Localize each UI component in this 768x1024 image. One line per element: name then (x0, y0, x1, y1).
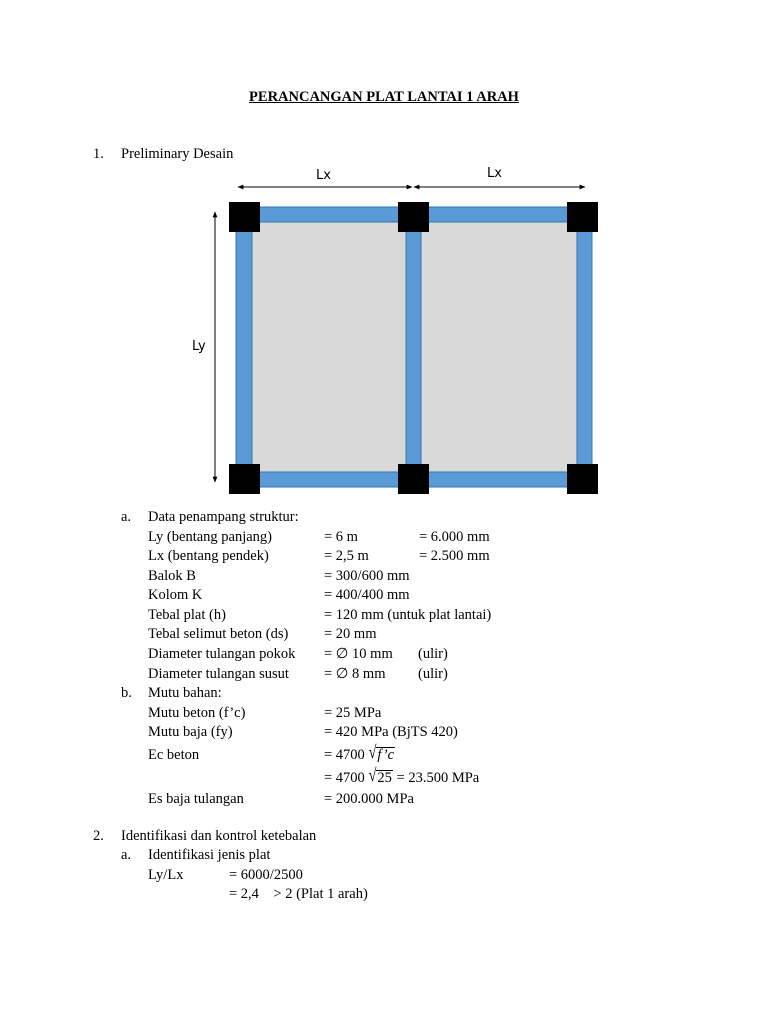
es-value: = 200.000 MPa (324, 791, 414, 807)
row-extra: = 2.500 mm (419, 548, 490, 564)
lx-label-right: Lx (487, 166, 502, 181)
row-value: = ∅ 10 mm (324, 646, 393, 662)
beam-middle (406, 215, 421, 480)
beam-right (577, 215, 592, 480)
row-value: = 6 m (324, 529, 358, 545)
row-extra: (ulir) (418, 666, 448, 682)
row-label: Tebal selimut beton (ds) (148, 626, 289, 642)
row-label: Diameter tulangan susut (148, 666, 289, 682)
ratio-label: Ly/Lx (148, 867, 184, 883)
column-top-middle (398, 202, 429, 232)
row-value: = 420 MPa (BjTS 420) (324, 724, 458, 740)
ratio-line-1: = 6000/2500 (229, 867, 303, 883)
row-label: Diameter tulangan pokok (148, 646, 296, 662)
ratio-line-2: = 2,4 > 2 (Plat 1 arah) (229, 886, 368, 902)
column-top-left (229, 202, 260, 232)
ec-radicand: f’c (377, 747, 395, 763)
ec-formula-line-2 (324, 766, 480, 787)
column-bottom-left (229, 464, 260, 494)
slab-panel-left (252, 222, 407, 472)
row-label: Lx (bentang pendek) (148, 548, 269, 564)
slab-panel-right (421, 222, 577, 472)
section-1-heading: Preliminary Desain (121, 146, 234, 162)
section-1-number: 1. (93, 146, 104, 162)
ec-result: = 23.500 MPa (392, 770, 480, 786)
sqrt-symbol: √25 (368, 766, 392, 787)
row-value: = 20 mm (324, 626, 377, 642)
ec-prefix: = 4700 (324, 770, 369, 786)
row-extra: (ulir) (418, 646, 448, 662)
row-value: = 300/600 mm (324, 568, 410, 584)
sqrt-symbol: √f’c (368, 743, 395, 764)
column-bottom-middle (398, 464, 429, 494)
ly-label: Ly (192, 339, 206, 354)
row-label: Ly (bentang panjang) (148, 529, 273, 545)
section-2-heading: Identifikasi dan kontrol ketebalan (121, 828, 317, 844)
row-label: Mutu beton (f’c) (148, 705, 246, 721)
es-label: Es baja tulangan (148, 791, 244, 807)
row-value: = 400/400 mm (324, 587, 410, 603)
row-label: Mutu baja (fy) (148, 724, 233, 740)
ec-label: Ec beton (148, 747, 200, 763)
column-bottom-right (567, 464, 598, 494)
list-marker-b: b. (121, 685, 132, 701)
ec-radicand: 25 (377, 770, 392, 786)
page-title: PERANCANGAN PLAT LANTAI 1 ARAH (249, 89, 519, 105)
row-label: Tebal plat (h) (148, 607, 226, 623)
identifikasi-heading: Identifikasi jenis plat (148, 847, 271, 863)
beam-left (236, 215, 252, 480)
row-label: Balok B (148, 568, 196, 584)
row-value: = 2,5 m (324, 548, 369, 564)
lx-label-left: Lx (316, 168, 331, 183)
section-2-number: 2. (93, 828, 104, 844)
list-marker-a: a. (121, 509, 132, 525)
mutu-bahan-heading: Mutu bahan: (148, 685, 222, 701)
row-value: = 120 mm (untuk plat lantai) (324, 607, 492, 623)
row-value: = ∅ 8 mm (324, 666, 386, 682)
row-extra: = 6.000 mm (419, 529, 490, 545)
ec-prefix: = 4700 (324, 747, 369, 763)
data-struktur-heading: Data penampang struktur: (148, 509, 299, 525)
list-marker-a: a. (121, 847, 132, 863)
row-label: Kolom K (148, 587, 203, 603)
row-value: = 25 MPa (324, 705, 382, 721)
column-top-right (567, 202, 598, 232)
ec-formula-line-1 (324, 743, 395, 764)
